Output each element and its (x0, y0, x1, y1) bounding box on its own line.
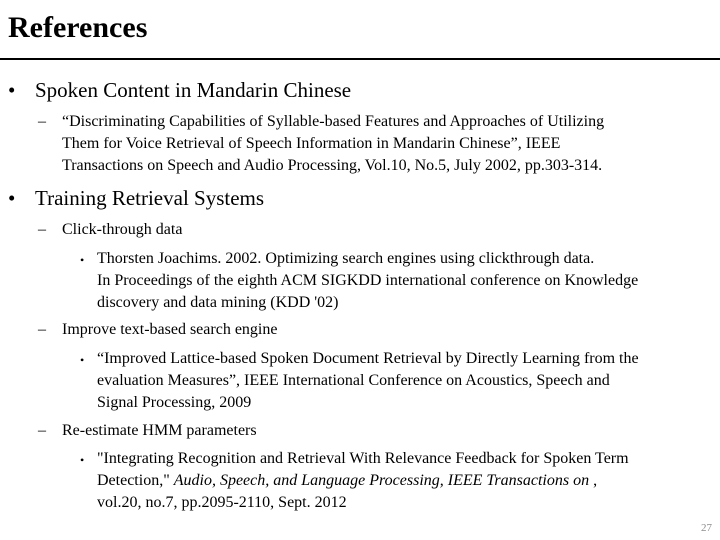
reference-line: “Improved Lattice-based Spoken Document Retrieval by Directly Learning from the (97, 350, 639, 367)
subsection-label: Improve text-based search engine (62, 321, 278, 338)
reference-text: , (589, 472, 598, 489)
slide-title: References (8, 11, 148, 44)
dash-icon: – (38, 321, 46, 338)
reference-line: "Integrating Recognition and Retrieval With Relevance Feedback for Spoken Term (97, 450, 629, 467)
reference-line: Transactions on Speech and Audio Processing, Vol.10, No.5, July 2002, pp.303-314. (62, 157, 603, 174)
dash-icon: – (38, 221, 46, 238)
subsection-reestimate-hmm (38, 420, 713, 442)
subsection-label: Re-estimate HMM parameters (62, 422, 257, 439)
bullet-icon: • (8, 78, 16, 102)
section-spoken-content (8, 77, 708, 103)
reference-item (38, 111, 713, 177)
bullet-icon: • (80, 253, 85, 267)
reference-line: evaluation Measures”, IEEE International Conference on Acoustics, Speech and (97, 372, 610, 389)
journal-name: Audio, Speech, and Language Processing, IEEE Transactions on (173, 472, 590, 489)
reference-text: Detection," (97, 472, 174, 489)
reference-line (97, 470, 710, 492)
bullet-icon: • (80, 353, 85, 367)
reference-line: Signal Processing, 2009 (97, 394, 252, 411)
reference-line: “Discriminating Capabilities of Syllable-based Features and Approaches of Utilizing (62, 113, 605, 130)
reference-line: Them for Voice Retrieval of Speech Information in Mandarin Chinese”, IEEE (62, 135, 561, 152)
bullet-icon: • (8, 186, 16, 210)
reference-item (80, 248, 710, 314)
subsection-label: Click-through data (62, 221, 183, 238)
reference-line: discovery and data mining (KDD '02) (97, 294, 339, 311)
bullet-icon: • (80, 453, 85, 467)
reference-line: Thorsten Joachims. 2002. Optimizing search engines using clickthrough data. (97, 250, 595, 267)
reference-line: vol.20, no.7, pp.2095-2110, Sept. 2012 (97, 494, 347, 511)
subsection-click-through (38, 219, 713, 241)
dash-icon: – (38, 422, 46, 439)
reference-item (80, 448, 710, 514)
title-divider (0, 58, 720, 60)
section-heading: Spoken Content in Mandarin Chinese (35, 78, 352, 102)
reference-line: In Proceedings of the eighth ACM SIGKDD international conference on Knowledge (97, 272, 639, 289)
dash-icon: – (38, 113, 46, 130)
section-training-retrieval (8, 185, 708, 211)
subsection-improve-search (38, 319, 713, 341)
section-heading: Training Retrieval Systems (35, 186, 265, 210)
page-number: 27 (701, 522, 712, 534)
reference-item (80, 348, 712, 414)
